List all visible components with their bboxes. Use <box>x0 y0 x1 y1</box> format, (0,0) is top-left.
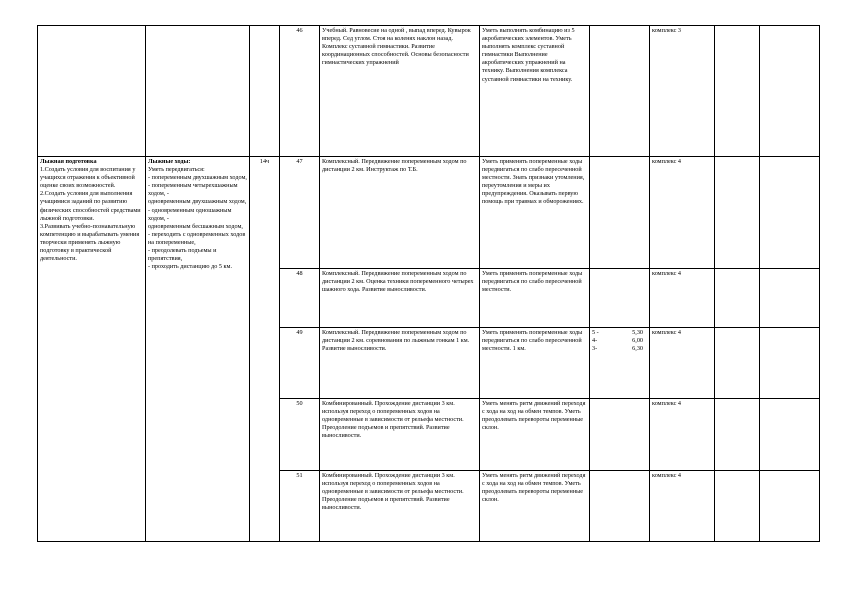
lesson-content: Комбинированный. Прохождение дистанции 3 км. используя переход о попеременных ходов на одновременные в зависимости от рельефа местности. Преодоление подъемов и препятствий. Развитие выносливости. <box>320 471 480 542</box>
lesson-content: Учебный. Равновесие на одной , выпад вперед. Кувырок вперед. Сед углом. Стоя на коленях наклон назад. Комплекс суставной гимнастики. Развитие координационных способностей. Основы безопасности гимнастических упражнений <box>320 26 480 157</box>
empty-cell <box>715 328 760 399</box>
empty-cell <box>760 269 820 328</box>
table-row <box>38 157 820 269</box>
lesson-requirements: Уметь выполнять комбинацию из 5 акробатических элементов. Уметь выполнять комплекс суставной гимнастики Выполнение акробатических упражнений на технику. Выполнения комплекса суставной гимнастики на технику. <box>480 26 590 157</box>
lesson-number: 50 <box>280 399 320 471</box>
empty-cell <box>250 26 280 157</box>
lesson-requirements: Уметь менять ритм движений переходя с хода на ход на обмен темпов. Уметь преодолевать перевороты переменные склон. <box>480 471 590 542</box>
empty-cell <box>760 471 820 542</box>
mark-grade: 3- <box>592 345 598 353</box>
marks-cell <box>590 157 650 269</box>
empty-cell <box>715 26 760 157</box>
homework: комплекс 4 <box>650 471 715 542</box>
marks-cell <box>590 471 650 542</box>
lesson-number: 51 <box>280 471 320 542</box>
mark-value: 6,00 <box>632 337 643 345</box>
lesson-requirements: Уметь менять ритм движений переходя с хода на ход на обмен темпов. Уметь преодолевать перевороты переменные склон. <box>480 399 590 471</box>
lesson-requirements: Уметь применять попеременные ходы передвигаться по слабо пересеченной местности. 1 км. <box>480 328 590 399</box>
mark-row <box>592 337 647 345</box>
homework: комплекс 4 <box>650 269 715 328</box>
lesson-number: 48 <box>280 269 320 328</box>
lesson-content: Комбинированный. Прохождение дистанции 3 км. используя переход о попеременных ходов на одновременные в зависимости от рельефа местности. Преодоление подъемов и препятствий. Развитие выносливости. <box>320 399 480 471</box>
empty-cell <box>760 157 820 269</box>
marks-cell <box>590 399 650 471</box>
lesson-content: Комплексный. Передвижение попеременным ходом по дистанции 2 км. Оценка техники попеременного четырех шажного хода. Развитие выносливости. <box>320 269 480 328</box>
section-cell <box>38 157 146 542</box>
lesson-content: Комплексный. Передвижение попеременным ходом по дистанции 2 км. соревнования по лыжным гонкам 1 км. Развитие выносливости. <box>320 328 480 399</box>
empty-cell <box>38 26 146 157</box>
topic-title: Лыжные ходы: <box>148 158 191 165</box>
table-row <box>38 26 820 157</box>
topic-body: Уметь передвигаться: - попеременным двухшажным ходом, - попеременным четырехшажным ходом, - одновременным двухшажным ходом, - одновременным одношажным ходом, - одновременным бесшажным ходом, - переходить с одновременных ходов на попеременные, - преодолевать подъемы и препятствия, - проходить дистанцию до 5 км. <box>148 166 247 271</box>
homework: комплекс 4 <box>650 157 715 269</box>
lesson-plan-table <box>37 25 820 542</box>
topic-cell <box>146 157 250 542</box>
mark-grade: 5 - <box>592 329 599 336</box>
mark-row <box>592 345 647 353</box>
homework: комплекс 4 <box>650 328 715 399</box>
homework: комплекс 4 <box>650 399 715 471</box>
lesson-requirements: Уметь применять попеременные ходы передвигаться по слабо пересеченной местности. <box>480 269 590 328</box>
lesson-number: 47 <box>280 157 320 269</box>
mark-row <box>592 329 647 337</box>
marks-cell <box>590 269 650 328</box>
marks-cell <box>590 328 650 399</box>
section-title: Лыжная подготовка <box>40 158 97 165</box>
empty-cell <box>760 26 820 157</box>
empty-cell <box>760 328 820 399</box>
empty-cell <box>715 269 760 328</box>
lesson-content: Комплексный. Передвижение попеременным ходом по дистанции 2 км. Инструктаж по Т.Б. <box>320 157 480 269</box>
mark-grade: 4- <box>592 337 598 345</box>
homework: комплекс 3 <box>650 26 715 157</box>
empty-cell <box>715 399 760 471</box>
empty-cell <box>715 157 760 269</box>
marks-cell <box>590 26 650 157</box>
empty-cell <box>146 26 250 157</box>
lesson-number: 46 <box>280 26 320 157</box>
empty-cell <box>715 471 760 542</box>
mark-value: 5,30 <box>632 329 643 336</box>
empty-cell <box>760 399 820 471</box>
mark-value: 6,30 <box>632 345 643 353</box>
lesson-requirements: Уметь применять попеременные ходы передвигаться по слабо пересеченной местности. Знать признаки утомления, переутомления и меры их предупреждения. Оказывать первую помощь при травмах и обморожениях. <box>480 157 590 269</box>
section-goals: 1.Создать условия для воспитания у учащихся отражения к объективной оценке своих возможностей. 2.Создать условия для выполнения учащимися заданий по развитию физических способностей средствами лыжной подготовки. 3.Развивать учебно-познавательную компетенцию и вырабатывать умения творчески применять лыжную подготовку в практической деятельности. <box>40 166 141 263</box>
lesson-number: 49 <box>280 328 320 399</box>
hours-cell: 14ч <box>250 157 280 542</box>
